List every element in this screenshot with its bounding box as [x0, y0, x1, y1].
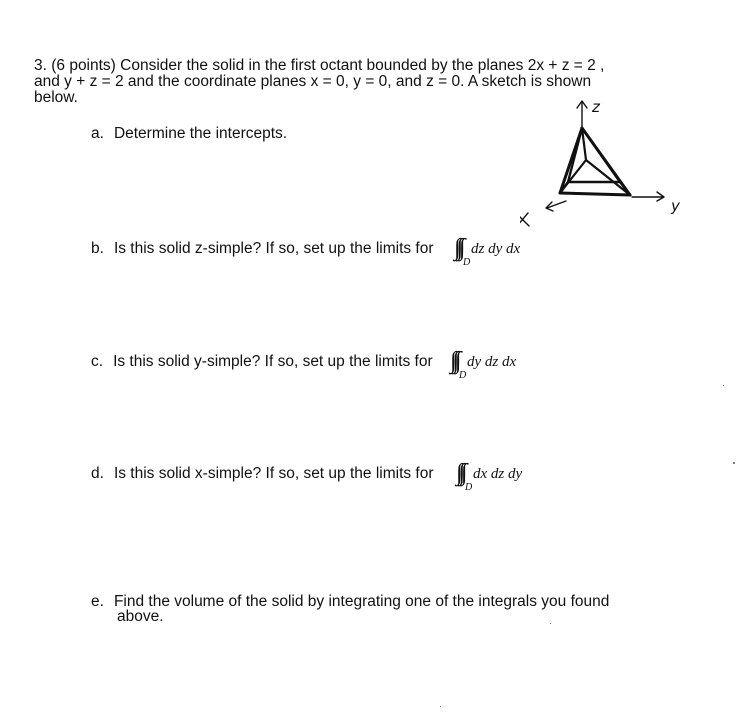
part-d-integral — [461, 458, 523, 493]
part-b-label: b. — [91, 240, 104, 257]
scan-speck — [723, 385, 724, 386]
part-c-differentials: dy dz dx — [467, 354, 517, 370]
part-c-integral — [455, 346, 517, 381]
part-e — [91, 593, 609, 611]
part-c-region: D — [459, 370, 467, 381]
solid-inner-right — [582, 128, 620, 182]
part-e-text-line-1: Find the volume of the solid by integrating one of the integrals you found — [113, 593, 610, 610]
part-a — [91, 125, 287, 143]
solid-sketch-drawing — [520, 90, 735, 240]
part-c-label: c. — [91, 353, 104, 370]
solid-sketch — [520, 90, 735, 240]
part-b-integral — [459, 233, 521, 268]
problem-statement-line-2: and y + z = 2 and the coordinate planes x = 0, y = 0, and z = 0. A sketch is shown — [34, 73, 592, 90]
part-a-label: a. — [91, 125, 104, 142]
problem-statement-line-1: 3. (6 points) Consider the solid in the first octant bounded by the planes 2x + z = 2 , — [34, 57, 605, 74]
part-e-label: e. — [91, 593, 104, 610]
part-e-line-2: above. — [117, 608, 164, 625]
x-label-mark — [520, 213, 529, 226]
part-d-text: Is this solid x-simple? If so, set up the limits for — [113, 465, 434, 482]
part-b — [91, 240, 434, 258]
z-axis-label: z — [592, 98, 600, 116]
scan-speck — [733, 462, 735, 464]
part-d — [91, 465, 434, 483]
part-d-differentials: dx dz dy — [473, 466, 523, 482]
part-d-label: d. — [91, 465, 104, 482]
part-c — [91, 353, 433, 371]
solid-base-front — [560, 193, 630, 195]
part-a-text: Determine the intercepts. — [113, 125, 288, 142]
part-c-text: Is this solid y-simple? If so, set up the limits for — [113, 353, 433, 370]
problem-statement-line-3: below. — [34, 89, 78, 106]
scan-speck — [440, 706, 441, 707]
part-d-region: D — [465, 482, 473, 493]
part-b-text: Is this solid z-simple? If so, set up the limits for — [113, 240, 434, 257]
part-b-differentials: dz dy dx — [471, 241, 521, 257]
y-axis-label: y — [671, 197, 680, 215]
part-b-region: D — [463, 257, 471, 268]
scan-speck — [550, 623, 551, 624]
